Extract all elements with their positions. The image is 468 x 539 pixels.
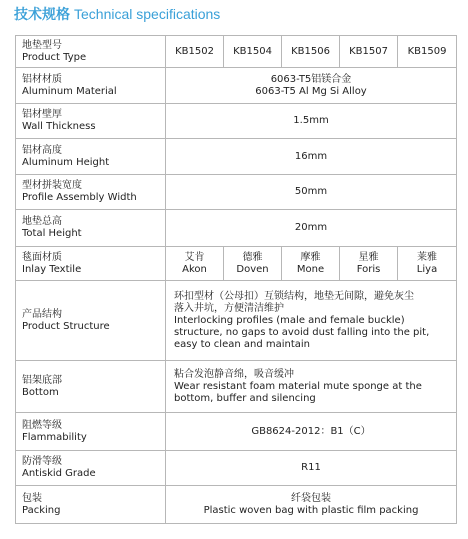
textile-option: 德雅 Doven (224, 247, 282, 281)
textile-option: 摩雅 Mone (282, 247, 340, 281)
label-assembly-width: 型材拼装宽度 Profile Assembly Width (16, 175, 166, 210)
label-product-structure: 产品结构 Product Structure (16, 281, 166, 361)
packing-value: 纤袋包装 Plastic woven bag with plastic film packing (166, 486, 457, 524)
product-structure-value: 环扣型材（公母扣）互锁结构，地垫无间隙，避免灰尘 落入井坑，方便清洁维护 Interlocking profiles (male and female buckle) structure, no gaps to avoid dust falling into the pit, easy to clean and maintain (166, 281, 457, 361)
spec-table (15, 35, 457, 524)
row-antiskid (16, 451, 457, 486)
row-material (16, 68, 457, 104)
product-type-value: KB1502 (166, 36, 224, 68)
label-alu-height: 铝材高度 Aluminum Height (16, 139, 166, 175)
antiskid-value: R11 (166, 451, 457, 486)
label-material: 铝材材质 Aluminum Material (16, 68, 166, 104)
row-total-height (16, 210, 457, 247)
product-type-value: KB1504 (224, 36, 282, 68)
label-flammability: 阻燃等级 Flammability (16, 413, 166, 451)
row-flammability (16, 413, 457, 451)
wall-thickness-value: 1.5mm (166, 104, 457, 139)
material-value: 6063-T5铝镁合金 6063-T5 Al Mg Si Alloy (166, 68, 457, 104)
product-type-value: KB1506 (282, 36, 340, 68)
row-packing (16, 486, 457, 524)
label-wall-thickness: 铝材壁厚 Wall Thickness (16, 104, 166, 139)
row-product-type (16, 36, 457, 68)
total-height-value: 20mm (166, 210, 457, 247)
assembly-width-value: 50mm (166, 175, 457, 210)
alu-height-value: 16mm (166, 139, 457, 175)
textile-option: 莱雅 Liya (398, 247, 457, 281)
product-type-value: KB1509 (398, 36, 457, 68)
product-type-value: KB1507 (340, 36, 398, 68)
row-wall-thickness (16, 104, 457, 139)
textile-option: 艾肯 Akon (166, 247, 224, 281)
row-product-structure (16, 281, 457, 361)
label-bottom: 铝架底部 Bottom (16, 361, 166, 413)
bottom-value: 粘合发泡静音绵，吸音缓冲 Wear resistant foam material mute sponge at the bottom, buffer and silencing (166, 361, 457, 413)
row-assembly-width (16, 175, 457, 210)
title-en: Technical specifications (74, 6, 221, 22)
label-total-height: 地垫总高 Total Height (16, 210, 166, 247)
row-bottom (16, 361, 457, 413)
textile-option: 星雅 Foris (340, 247, 398, 281)
label-inlay-textile: 毯面材质 Inlay Textile (16, 247, 166, 281)
title-zh: 技术规格 (14, 7, 70, 23)
row-alu-height (16, 139, 457, 175)
label-packing: 包装 Packing (16, 486, 166, 524)
label-antiskid: 防滑等级 Antiskid Grade (16, 451, 166, 486)
row-inlay-textile (16, 247, 457, 281)
label-product-type: 地垫型号 Product Type (16, 36, 166, 68)
flammability-value: GB8624-2012：B1（C） (166, 413, 457, 451)
page-title (14, 4, 220, 24)
